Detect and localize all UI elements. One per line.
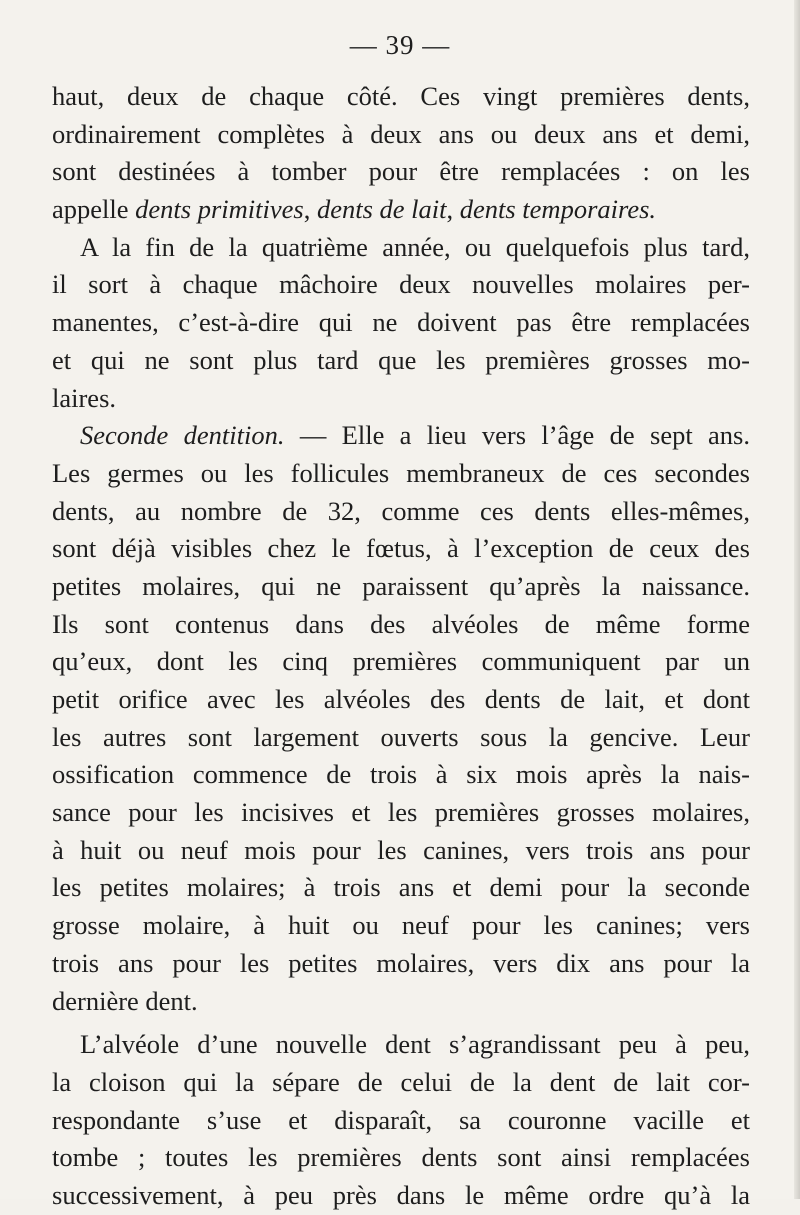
text-segment: Les germes ou les follicules membraneux de ces secondes [52, 457, 750, 488]
text-line [52, 643, 750, 681]
text-segment: les autres sont largement ouverts sous la gencive. Leur [52, 721, 750, 752]
text-line [52, 455, 750, 493]
text-segment: laires. [52, 382, 117, 413]
text-line [52, 869, 750, 907]
text-line [52, 229, 750, 267]
text-segment: petites molaires, qui ne paraissent qu’après la naissance. [52, 570, 750, 601]
text-line [52, 794, 750, 832]
text-segment: ordinairement complètes à deux ans ou deux ans et demi, [52, 118, 750, 149]
text-segment: — Elle a lieu vers l’âge de sept ans. [284, 420, 750, 451]
text-segment: tombe ; toutes les premières dents sont ainsi remplacées [52, 1142, 750, 1173]
italic-text-segment: dents temporaires. [459, 194, 657, 225]
text-line [52, 1102, 750, 1140]
text-line [52, 191, 750, 229]
text-line [52, 1026, 750, 1064]
text-line [52, 945, 750, 983]
text-segment: sont destinées à tomber pour être remplacées : on les [52, 156, 750, 187]
text-segment: manentes, c’est-à-dire qui ne doivent pas être remplacées [52, 307, 750, 338]
text-line [52, 342, 750, 380]
text-line [52, 417, 750, 455]
text-segment: la cloison qui la sépare de celui de la dent de lait cor- [52, 1066, 750, 1097]
text-line [52, 756, 750, 794]
text-line [52, 606, 750, 644]
text-segment: ossification commence de trois à six mois après la nais- [52, 759, 750, 790]
text-line [52, 907, 750, 945]
text-segment: appelle [52, 194, 136, 225]
text-line [52, 568, 750, 606]
text-line [52, 380, 750, 418]
text-segment: dents, au nombre de 32, comme ces dents elles-mêmes, [52, 495, 750, 526]
text-line [52, 983, 750, 1021]
text-segment: les petites molaires; à trois ans et demi pour la seconde [52, 872, 750, 903]
text-segment: qu’eux, dont les cinq premières communiquent par un [52, 646, 750, 677]
text-line [52, 681, 750, 719]
text-segment: A la fin de la quatrième année, ou quelquefois plus tard, [80, 231, 750, 262]
text-line [52, 116, 750, 154]
italic-text-segment: dents de lait [316, 194, 447, 225]
text-line [52, 1177, 750, 1215]
text-segment: sont déjà visibles chez le fœtus, à l’exception de ceux des [52, 533, 750, 564]
text-segment: respondante s’use et disparaît, sa couronne vacille et [52, 1104, 750, 1135]
page-number: — 39 — [349, 30, 451, 60]
text-segment: petit orifice avec les alvéoles des dents de lait, et dont [52, 684, 750, 714]
text-line [52, 719, 750, 757]
text-line [52, 493, 750, 531]
italic-text-segment: Seconde dentition. [80, 420, 285, 451]
text-line [52, 153, 750, 191]
text-segment: sance pour les incisives et les premières grosses molaires, [52, 797, 750, 828]
text-line [52, 266, 750, 304]
text-segment: et qui ne sont plus tard que les premières grosses mo- [52, 344, 750, 375]
text-line [52, 530, 750, 568]
text-line [52, 304, 750, 342]
italic-text-segment: dents primitives [135, 194, 304, 225]
text-segment: successivement, à peu près dans le même ordre qu’à la [52, 1179, 750, 1210]
page-edge-shadow [794, 0, 800, 1199]
text-segment: dernière dent. [52, 985, 198, 1016]
text-segment: Ils sont contenus dans des alvéoles de même forme [52, 608, 750, 639]
text-segment: il sort à chaque mâchoire deux nouvelles molaires per- [52, 269, 750, 300]
text-line [52, 832, 750, 870]
body-text [52, 78, 750, 1215]
text-segment: , [303, 194, 317, 225]
text-segment: L’alvéole d’une nouvelle dent s’agrandissant peu à peu, [80, 1029, 750, 1060]
text-line [52, 1139, 750, 1177]
text-segment: trois ans pour les petites molaires, vers dix ans pour la [52, 947, 750, 978]
text-segment: à huit ou neuf mois pour les canines, vers trois ans pour [52, 834, 750, 865]
text-line [52, 78, 750, 116]
text-segment: haut, deux de chaque côté. Ces vingt premières dents, [52, 81, 750, 111]
text-segment: , [446, 194, 460, 225]
text-line [52, 1064, 750, 1102]
text-segment: grosse molaire, à huit ou neuf pour les canines; vers [52, 910, 750, 941]
